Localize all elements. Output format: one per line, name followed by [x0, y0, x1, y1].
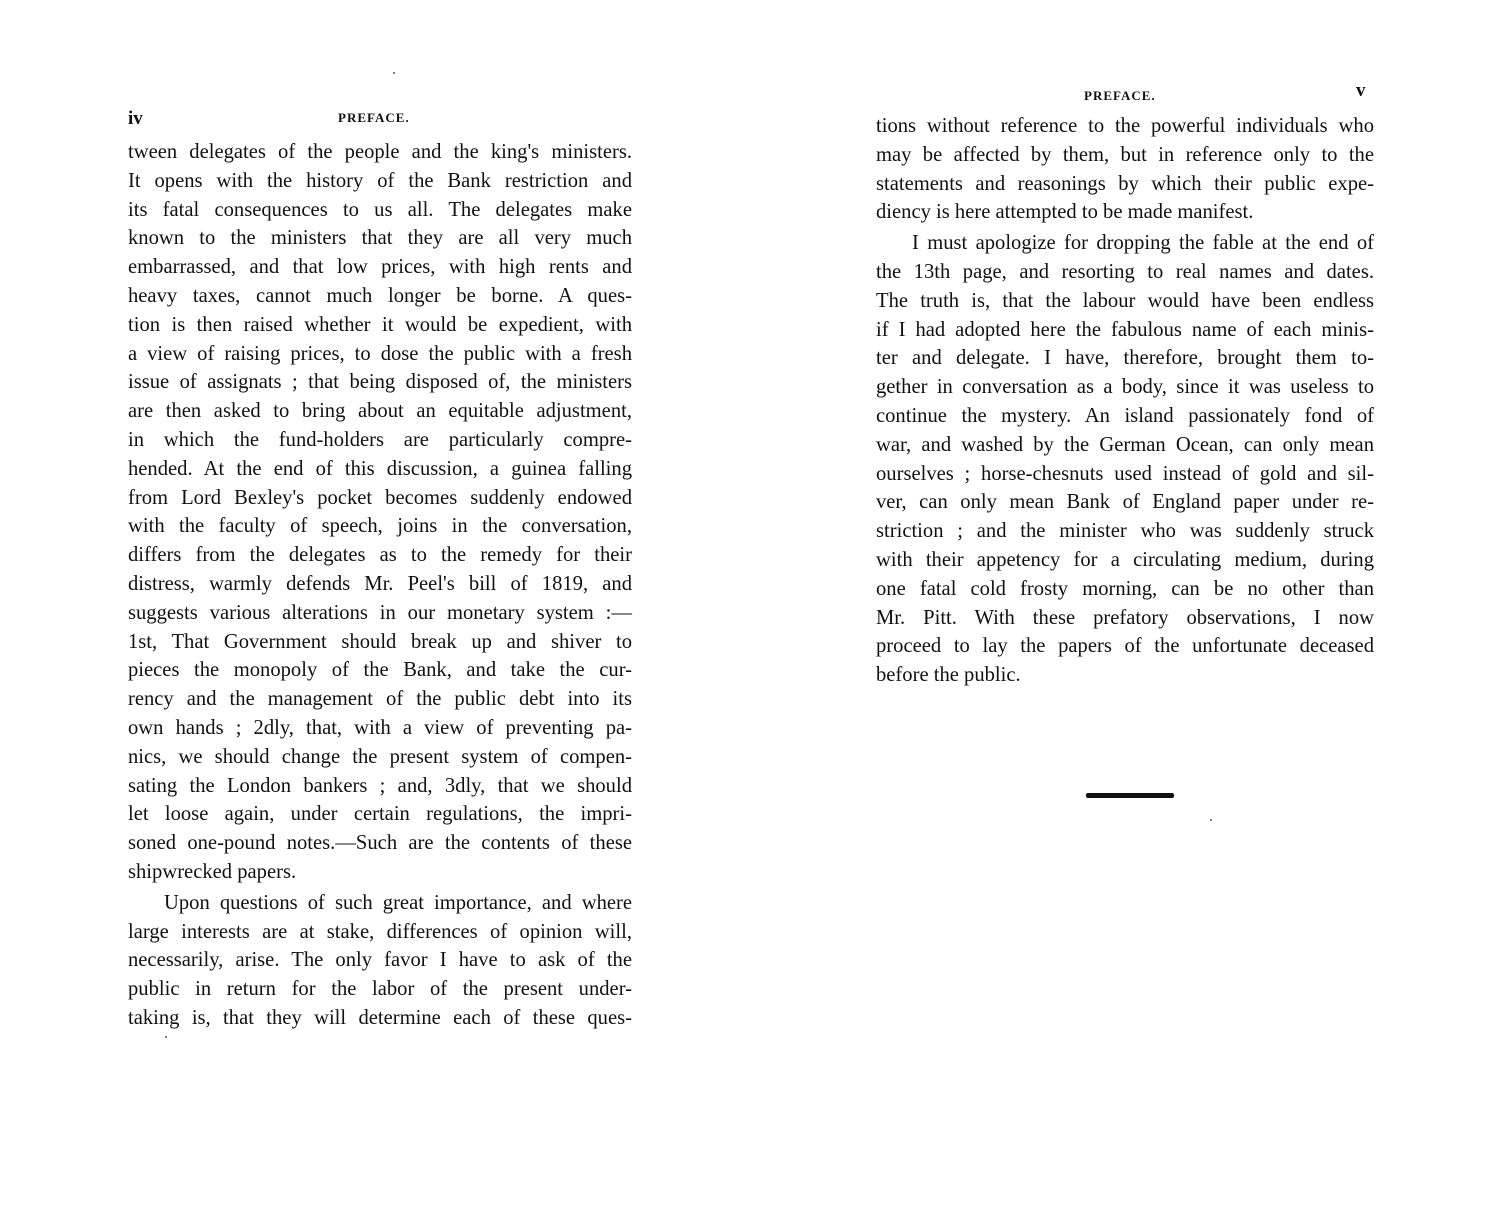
text-line: pieces the monopoly of the Bank, and take the cur- — [128, 659, 632, 682]
text-line: I must apologize for dropping the fable at the end of — [912, 232, 1374, 255]
text-line: striction ; and the minister who was suddenly struck — [876, 520, 1374, 543]
text-line: sating the London bankers ; and, 3dly, that we should — [128, 774, 632, 797]
page-number: v — [1356, 80, 1366, 101]
text-line: may be affected by them, but in reference only to the — [876, 143, 1374, 166]
text-line: 1st, That Government should break up and shiver to — [128, 630, 632, 653]
print-speck — [1210, 819, 1212, 821]
text-line: ver, can only mean Bank of England paper under re- — [876, 491, 1374, 514]
text-line: distress, warmly defends Mr. Peel's bill of 1819, and — [128, 572, 632, 595]
text-line: its fatal consequences to us all. The delegates make — [128, 198, 632, 221]
text-line: heavy taxes, cannot much longer be borne. A ques- — [128, 284, 632, 307]
text-line: necessarily, arise. The only favor I have to ask of the — [128, 949, 632, 972]
text-line: ourselves ; horse-chesnuts used instead of gold and sil- — [876, 462, 1374, 485]
text-line: tween delegates of the people and the king's ministers. — [128, 141, 632, 163]
text-line: if I had adopted here the fabulous name of each minis- — [876, 318, 1374, 341]
text-line: are then asked to bring about an equitable adjustment, — [128, 400, 632, 423]
text-line: war, and washed by the German Ocean, can only mean — [876, 433, 1374, 456]
text-line: statements and reasonings by which their public expe- — [876, 172, 1374, 195]
text-line: soned one-pound notes.—Such are the contents of these — [128, 832, 632, 855]
text-line: large interests are at stake, differences of opinion will, — [128, 920, 632, 943]
text-line: rency and the management of the public debt into its — [128, 688, 632, 711]
paragraph — [128, 889, 632, 1033]
text-line: in which the fund-holders are particularly compre- — [128, 428, 632, 451]
text-line: The truth is, that the labour would have been endless — [876, 289, 1374, 312]
text-line: a view of raising prices, to dose the public with a fresh — [128, 342, 632, 365]
end-ornament-rule — [1086, 793, 1174, 798]
text-line: public in return for the labor of the present under- — [128, 978, 632, 1001]
text-line: differs from the delegates as to the remedy for their — [128, 544, 632, 567]
text-line: let loose again, under certain regulations, the impri- — [128, 803, 632, 826]
right-body-text — [876, 112, 1374, 690]
text-line: tions without reference to the powerful individuals who — [876, 115, 1374, 137]
text-line: tion is then raised whether it would be expedient, with — [128, 313, 632, 336]
text-line: with the faculty of speech, joins in the conversation, — [128, 515, 632, 538]
paragraph — [876, 229, 1374, 690]
text-line: the 13th page, and resorting to real names and dates. — [876, 260, 1374, 283]
text-line: own hands ; 2dly, that, with a view of preventing pa- — [128, 716, 632, 739]
text-line: ter and delegate. I have, therefore, brought them to- — [876, 347, 1374, 370]
text-line: taking is, that they will determine each of these ques- — [128, 1006, 632, 1029]
text-line: gether in conversation as a body, since it was useless to — [876, 376, 1374, 399]
text-line: with their appetency for a circulating medium, during — [876, 548, 1374, 571]
print-speck — [165, 1036, 167, 1038]
paragraph — [876, 112, 1374, 227]
text-line: It opens with the history of the Bank restriction and — [128, 169, 632, 192]
text-line: issue of assignats ; that being disposed of, the ministers — [128, 371, 632, 394]
page-number: iv — [128, 108, 143, 129]
left-body-text — [128, 138, 632, 1033]
running-head: PREFACE. — [1084, 88, 1156, 103]
print-speck — [393, 72, 395, 74]
running-head: PREFACE. — [338, 110, 410, 125]
text-line: before the public. — [876, 664, 1021, 687]
text-line: embarrassed, and that low prices, with high rents and — [128, 256, 632, 279]
text-line: shipwrecked papers. — [128, 860, 297, 883]
text-line: hended. At the end of this discussion, a guinea falling — [128, 457, 632, 480]
text-line: one fatal cold frosty morning, can be no other than — [876, 577, 1374, 600]
text-line: known to the ministers that they are all very much — [128, 227, 632, 250]
text-line: diency is here attempted to be made manifest. — [876, 201, 1254, 224]
text-line: suggests various alterations in our monetary system :— — [128, 601, 632, 624]
text-line: nics, we should change the present system of compen- — [128, 745, 632, 768]
paragraph — [128, 138, 632, 887]
text-line: from Lord Bexley's pocket becomes suddenly endowed — [128, 486, 632, 509]
text-line: continue the mystery. An island passionately fond of — [876, 404, 1374, 427]
text-line: Mr. Pitt. With these prefatory observations, I now — [876, 606, 1374, 629]
text-line: proceed to lay the papers of the unfortunate deceased — [876, 635, 1374, 658]
text-line: Upon questions of such great importance, and where — [164, 891, 632, 914]
